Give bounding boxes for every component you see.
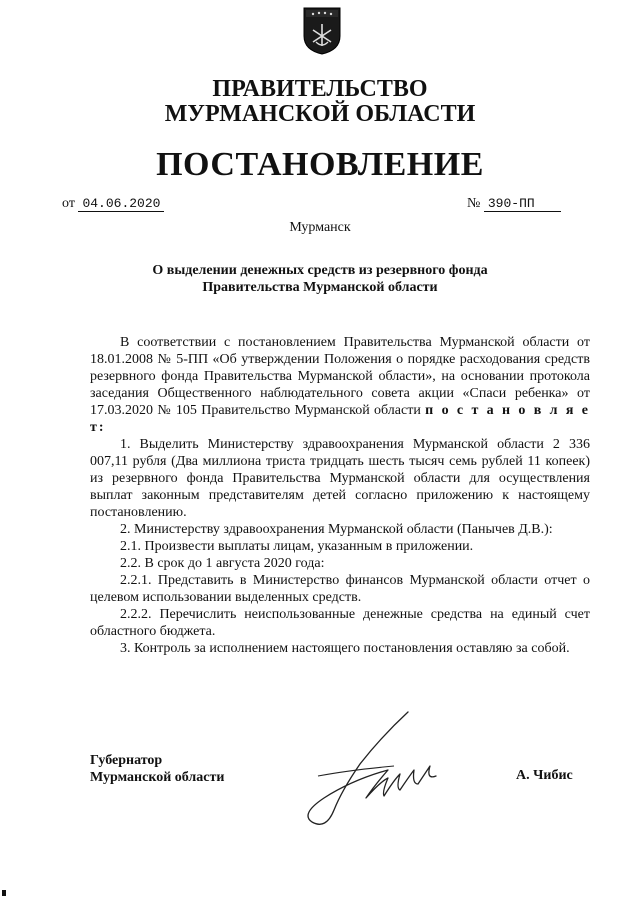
document-body xyxy=(90,334,590,657)
paragraph-1: 1. Выделить Министерству здравоохранения Мурманской области 2 336 007,11 рубля (Два миллиона триста тридцать шесть тысяч семь рублей 11 копеек) из резервного фонда Правительства Мурманской области для осуществления выплат законным представителям детей согласно приложению к настоящему постановлению. xyxy=(90,437,590,520)
paragraph-2-2: 2.2. В срок до 1 августа 2020 года: xyxy=(120,556,325,571)
date-value: 04.06.2020 xyxy=(78,196,164,212)
number-value: 390-ПП xyxy=(484,196,561,212)
position-line1: Губернатор xyxy=(90,753,163,768)
document-type-title: ПОСТАНОВЛЕНИЕ xyxy=(156,146,484,183)
paragraph-2-1: 2.1. Произвести выплаты лицам, указанным в приложении. xyxy=(120,539,474,554)
date-prefix: от xyxy=(62,196,75,211)
position-line2: Мурманской области xyxy=(90,770,225,785)
paragraph-2-2-1: 2.2.1. Представить в Министерство финансов Мурманской области отчет о целевом использовании выделенных средств. xyxy=(90,573,590,605)
handwritten-signature xyxy=(290,706,460,836)
signatory-name: А. Чибис xyxy=(516,768,573,783)
preamble-paragraph xyxy=(90,334,590,436)
org-name-line1: ПРАВИТЕЛЬСТВО xyxy=(212,76,428,102)
document-subject xyxy=(100,262,540,296)
document-date xyxy=(62,196,164,212)
city: Мурманск xyxy=(289,220,351,235)
preamble-text: В соответствии с постановлением Правительства Мурманской области от 18.01.2008 № 5-ПП «Об утверждении Положения о порядке расходования средств резервного фонда Правительства Мурманской области», на основании протокола заседания Общественного наблюдательного совета акции «Спаси ребенка» от 17.03.2020 № 105 Правительство Мурманской области xyxy=(90,335,590,418)
paragraph-2-2-2: 2.2.2. Перечислить неиспользованные денежные средства на единый счет областного бюджета. xyxy=(90,607,590,639)
coat-of-arms-emblem xyxy=(302,6,342,56)
org-name-line2: МУРМАНСКОЙ ОБЛАСТИ xyxy=(164,101,476,127)
paragraph-2: 2. Министерству здравоохранения Мурманской области (Панычев Д.В.): xyxy=(120,522,553,537)
scan-mark xyxy=(2,890,6,896)
number-prefix: № xyxy=(467,196,481,211)
decrees-word: п о с т а н о в л я е т: xyxy=(90,403,590,435)
subject-line1: О выделении денежных средств из резервного фонда xyxy=(152,263,488,278)
paragraph-3: 3. Контроль за исполнением настоящего постановления оставляю за собой. xyxy=(120,641,570,656)
document-number xyxy=(467,196,561,212)
subject-line2: Правительства Мурманской области xyxy=(202,280,438,295)
signatory-position xyxy=(90,752,224,786)
